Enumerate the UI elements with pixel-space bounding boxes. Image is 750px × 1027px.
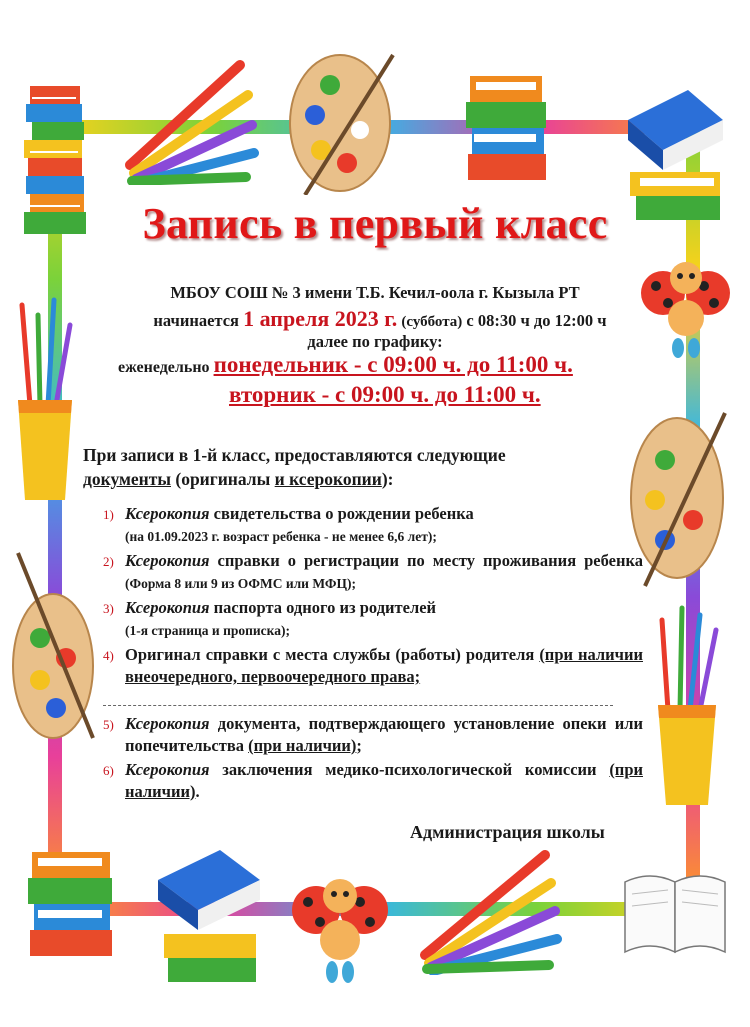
item-emphasis: Ксерокопия	[125, 551, 210, 570]
item-emphasis: Ксерокопия	[125, 760, 210, 779]
start-prefix: начинается	[153, 311, 239, 330]
weekly-line	[118, 352, 573, 378]
intro-documents: документы	[83, 469, 171, 489]
item-text: справки о регистрации по месту проживания ребенка	[217, 551, 643, 570]
intro-tail: ):	[381, 469, 394, 489]
item-tail: ;	[356, 736, 362, 755]
list-item	[103, 503, 643, 548]
item-number: 3)	[103, 601, 114, 616]
books-stack-icon	[462, 68, 554, 188]
monday-schedule: понедельник - с 09:00 ч. до 11:00 ч.	[213, 352, 573, 377]
item-number: 6)	[103, 763, 114, 778]
item-note: (на 01.09.2023 г. возраст ребенка - не менее 6,6 лет);	[125, 529, 437, 544]
item-text: паспорта одного из родителей	[213, 598, 437, 617]
item-underlined: (при наличии)	[248, 736, 357, 755]
item-emphasis: Ксерокопия	[125, 714, 210, 733]
list-item	[103, 644, 643, 688]
intro-text: При записи в 1-й класс, предоставляются следующие	[83, 445, 506, 465]
item-note: (1-я страница и прописка);	[125, 623, 290, 638]
item-number: 2)	[103, 554, 114, 569]
item-number: 1)	[103, 507, 114, 522]
paint-palette-icon	[8, 548, 98, 748]
item-tail: .	[195, 782, 200, 801]
pencil-cup-icon	[10, 295, 80, 510]
item-emphasis: Ксерокопия	[125, 598, 210, 617]
weekly-prefix: еженедельно	[118, 359, 210, 376]
list-item	[103, 597, 643, 642]
intro-originals: (оригиналы	[175, 469, 271, 489]
pencil-cup-icon	[648, 600, 728, 815]
item-number: 5)	[103, 717, 114, 732]
colored-pencils-icon	[415, 845, 565, 975]
intro-copies: и ксерокопии	[274, 469, 382, 489]
colored-pencils-icon	[120, 55, 260, 185]
separator-line	[103, 705, 613, 706]
open-book-icon	[620, 862, 730, 962]
item-text: документа, подтверждающего установление опеки или попечительства	[125, 714, 644, 755]
signature: Администрация школы	[410, 822, 605, 842]
books-stack-icon	[22, 842, 122, 982]
start-day: (суббота)	[401, 314, 463, 330]
item-underlined: (при наличии внеочередного, первоочередного права;	[125, 645, 643, 686]
start-date: 1 апреля 2023 г.	[243, 306, 398, 331]
item-number: 4)	[103, 648, 114, 663]
list-item	[103, 713, 643, 757]
tuesday-schedule: вторник - с 09:00 ч. до 11:00 ч.	[229, 382, 541, 407]
start-line	[80, 306, 680, 332]
page-title: Запись в первый класс	[142, 199, 608, 248]
item-text: Оригинал справки с места службы (работы) родителя	[125, 645, 535, 664]
start-time: с 08:30 ч до 12:00 ч	[466, 311, 607, 330]
item-underlined: (при наличии)	[125, 760, 643, 801]
item-text: свидетельства о рождении ребенка	[213, 504, 474, 523]
documents-list-extra	[103, 713, 643, 803]
item-note: (Форма 8 или 9 из ОФМС или МФЦ);	[125, 576, 356, 591]
documents-intro	[83, 443, 603, 491]
paint-palette-icon	[285, 45, 395, 195]
ladybug-icon	[290, 862, 390, 990]
list-item	[103, 550, 643, 595]
documents-list	[103, 503, 643, 688]
books-stack-icon	[150, 840, 265, 990]
item-text: заключения медико-психологической комиссии	[222, 760, 597, 779]
schedule-label: далее по графику:	[307, 332, 443, 351]
item-emphasis: Ксерокопия	[125, 504, 210, 523]
school-name: МБОУ СОШ № 3 имени Т.Б. Кечил-оола г. Кызыла РТ	[170, 283, 580, 302]
list-item	[103, 759, 643, 803]
